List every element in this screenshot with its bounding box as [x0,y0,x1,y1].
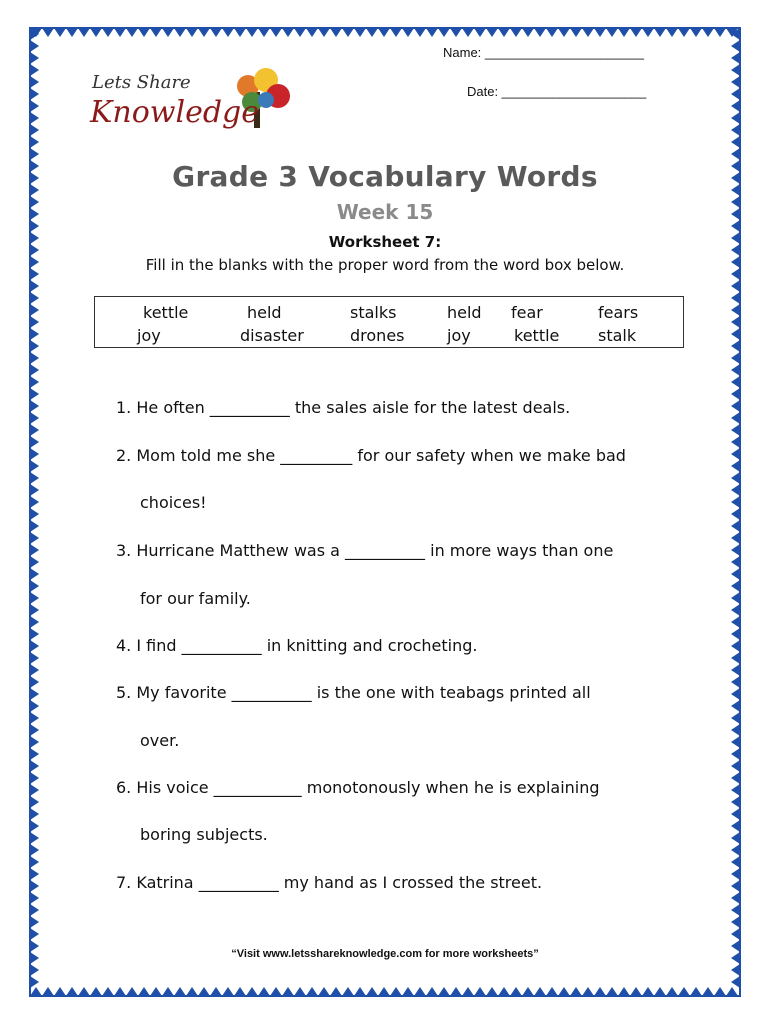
border-triangle [30,724,39,736]
border-triangle [30,640,39,652]
border-triangle [30,964,39,976]
border-triangle [731,916,740,928]
border-triangle [294,28,306,37]
border-triangle [354,987,366,996]
border-triangle [102,987,114,996]
word-box-word: stalks [350,303,397,322]
border-triangle [731,904,740,916]
border-triangle [642,28,654,37]
svg-text:Knowledge: Knowledge [90,95,259,130]
border-triangle [618,28,630,37]
border-triangle [30,340,39,352]
border-triangle [630,28,642,37]
border-triangle [30,88,39,100]
word-box-word: held [447,303,482,322]
border-triangle [731,568,740,580]
word-box-word: kettle [143,303,189,322]
border-triangle [731,628,740,640]
border-triangle [731,76,740,88]
date-field: Date: ____________________ [467,84,647,99]
border-triangle [606,987,618,996]
border-triangle [731,484,740,496]
border-triangle [270,987,282,996]
border-triangle [30,460,39,472]
border-triangle [702,987,714,996]
border-triangle [30,928,39,940]
border-triangle [731,712,740,724]
border-triangle [78,28,90,37]
border-triangle [731,40,740,52]
border-triangle [558,987,570,996]
border-triangle [90,987,102,996]
border-triangle [30,364,39,376]
border-triangle [731,304,740,316]
border-triangle [210,28,222,37]
border-triangle [731,100,740,112]
border-triangle [714,28,726,37]
question-5: 5. My favorite __________ is the one with teabags printed all [116,683,591,702]
border-triangle [30,520,39,532]
border-triangle [731,616,740,628]
border-triangle [162,987,174,996]
border-triangle [731,400,740,412]
border-triangle [30,376,39,388]
border-triangle [731,448,740,460]
border-triangle [731,280,740,292]
border-triangle [426,987,438,996]
border-triangle [731,928,740,940]
name-field: Name: ______________________ [443,45,644,60]
border-triangle [318,28,330,37]
border-triangle [731,88,740,100]
border-triangle [30,772,39,784]
week-label: Week 15 [336,200,434,224]
border-triangle [731,844,740,856]
border-triangle [690,28,702,37]
border-triangle [138,987,150,996]
border-triangle [486,987,498,996]
border-triangle [534,28,546,37]
border-triangle [294,987,306,996]
border-triangle [731,292,740,304]
border-triangle [30,328,39,340]
border-triangle [426,28,438,37]
border-triangle [731,52,740,64]
border-triangle [522,28,534,37]
border-triangle [731,520,740,532]
border-triangle [731,772,740,784]
border-triangle [198,987,210,996]
border-triangle [30,496,39,508]
question-2-continued: choices! [140,493,207,512]
border-triangle [366,28,378,37]
border-triangle [30,448,39,460]
border-triangle [731,436,740,448]
border-triangle [138,28,150,37]
border-triangle [150,987,162,996]
question-6-continued: boring subjects. [140,825,268,844]
border-triangle [30,124,39,136]
border-triangle [30,100,39,112]
border-triangle [546,28,558,37]
border-triangle [30,688,39,700]
border-triangle [222,987,234,996]
border-triangle [102,28,114,37]
border-triangle [450,28,462,37]
border-triangle [246,987,258,996]
border-triangle [30,880,39,892]
border-triangle [114,987,126,996]
border-triangle [30,52,39,64]
word-box-word: disaster [240,326,304,345]
border-triangle [126,987,138,996]
border-triangle [731,724,740,736]
border-triangle [570,987,582,996]
border-triangle [414,28,426,37]
border-triangle [462,28,474,37]
border-triangle [714,987,726,996]
border-triangle [402,28,414,37]
border-triangle [306,987,318,996]
border-triangle [30,592,39,604]
border-triangle [731,808,740,820]
border-triangle [30,652,39,664]
border-triangle [731,784,740,796]
border-triangle [30,424,39,436]
border-triangle [30,628,39,640]
border-triangle [378,28,390,37]
border-triangle [731,640,740,652]
border-triangle [66,987,78,996]
border-triangle [390,987,402,996]
border-triangle [731,472,740,484]
border-triangle [174,28,186,37]
border-triangle [30,544,39,556]
border-triangle [30,748,39,760]
question-7: 7. Katrina __________ my hand as I crossed the street. [116,873,543,892]
border-triangle [30,64,39,76]
border-triangle [731,796,740,808]
question-4: 4. I find __________ in knitting and crocheting. [116,636,478,655]
border-triangle [30,820,39,832]
border-triangle [30,508,39,520]
border-triangle [731,532,740,544]
border-triangle [731,880,740,892]
border-triangle [438,987,450,996]
border-triangle [30,760,39,772]
word-box-word: fear [511,303,543,322]
word-box-word: joy [137,326,161,345]
border-triangle [678,28,690,37]
border-triangle [582,28,594,37]
border-triangle [731,652,740,664]
border-triangle [731,148,740,160]
border-triangle [438,28,450,37]
border-triangle [354,28,366,37]
border-triangle [546,987,558,996]
question-3-continued: for our family. [140,589,251,608]
border-triangle [258,987,270,996]
footer-note: “Visit www.letsshareknowledge.com for more worksheets” [231,948,539,960]
border-triangle [731,376,740,388]
border-triangle [731,364,740,376]
border-triangle [731,508,740,520]
border-triangle [450,987,462,996]
border-triangle [498,987,510,996]
border-triangle [186,987,198,996]
border-triangle [30,580,39,592]
border-triangle [30,796,39,808]
word-box-word: stalk [598,326,637,345]
border-triangle [150,28,162,37]
border-triangle [731,868,740,880]
border-triangle [731,64,740,76]
border-triangle [731,328,740,340]
question-1: 1. He often __________ the sales aisle for the latest deals. [116,398,571,417]
border-triangle [498,28,510,37]
border-triangle [731,856,740,868]
border-triangle [282,28,294,37]
lets-share-knowledge-logo [88,58,308,148]
border-triangle [731,964,740,976]
question-3: 3. Hurricane Matthew was a __________ in more ways than one [116,541,614,560]
border-triangle [66,28,78,37]
border-triangle [731,556,740,568]
border-triangle [654,28,666,37]
border-triangle [42,987,54,996]
border-triangle [30,316,39,328]
border-triangle [474,987,486,996]
border-triangle [30,808,39,820]
border-triangle [618,987,630,996]
border-triangle [726,987,738,996]
border-triangle [594,28,606,37]
border-triangle [30,568,39,580]
border-triangle [342,987,354,996]
border-triangle [258,28,270,37]
border-triangle [731,580,740,592]
border-triangle [54,28,66,37]
border-triangle [731,496,740,508]
border-triangle [30,976,39,988]
border-triangle [534,987,546,996]
border-triangle [462,987,474,996]
border-triangle [690,987,702,996]
border-triangle [30,844,39,856]
question-6: 6. His voice ___________ monotonously when he is explaining [116,778,600,797]
border-triangle [486,28,498,37]
border-triangle [731,544,740,556]
border-triangle [678,987,690,996]
border-triangle [30,832,39,844]
border-triangle [402,987,414,996]
border-triangle [731,688,740,700]
border-triangle [330,28,342,37]
border-triangle [390,28,402,37]
border-triangle [510,28,522,37]
border-triangle [731,700,740,712]
word-box-word: fears [598,303,639,322]
border-triangle [30,604,39,616]
border-triangle [702,28,714,37]
border-triangle [30,436,39,448]
border-triangle [318,987,330,996]
border-triangle [30,904,39,916]
border-triangle [270,28,282,37]
border-triangle [731,460,740,472]
border-triangle [731,976,740,988]
border-triangle [731,424,740,436]
question-5-continued: over. [140,731,180,750]
border-triangle [30,664,39,676]
border-triangle [731,664,740,676]
border-triangle [30,40,39,52]
border-triangle [731,412,740,424]
border-triangle [126,28,138,37]
border-triangle [366,987,378,996]
border-triangle [306,28,318,37]
word-box-word: kettle [514,326,560,345]
border-triangle [30,388,39,400]
border-triangle [582,987,594,996]
border-triangle [198,28,210,37]
border-triangle [30,784,39,796]
border-triangle [30,556,39,568]
border-triangle [666,987,678,996]
instructions: Fill in the blanks with the proper word from the word box below. [145,256,625,274]
word-box [94,296,684,348]
border-triangle [630,987,642,996]
worksheet-label: Worksheet 7: [328,233,442,251]
border-triangle [30,472,39,484]
border-triangle [330,987,342,996]
border-triangle [30,892,39,904]
border-triangle [731,760,740,772]
border-triangle [731,748,740,760]
border-triangle [731,892,740,904]
border-triangle [731,112,740,124]
border-triangle [30,616,39,628]
border-triangle [30,700,39,712]
border-triangle [731,676,740,688]
border-triangle [731,340,740,352]
border-triangle [30,412,39,424]
border-triangle [30,676,39,688]
border-triangle [174,987,186,996]
border-triangle [114,28,126,37]
border-triangle [210,987,222,996]
border-triangle [30,400,39,412]
border-triangle [731,352,740,364]
border-triangle [606,28,618,37]
border-triangle [78,987,90,996]
border-triangle [30,736,39,748]
border-triangle [666,28,678,37]
border-triangle [234,987,246,996]
border-triangle [654,987,666,996]
border-triangle [246,28,258,37]
border-triangle [731,832,740,844]
border-triangle [731,388,740,400]
border-triangle [731,316,740,328]
svg-text:Lets Share: Lets Share [92,72,191,93]
question-2: 2. Mom told me she _________ for our safety when we make bad [116,446,626,465]
border-triangle [162,28,174,37]
border-triangle [30,484,39,496]
border-triangle [30,868,39,880]
border-triangle [30,987,42,996]
border-triangle [642,987,654,996]
border-triangle [731,592,740,604]
border-triangle [30,304,39,316]
border-triangle [30,532,39,544]
border-triangle [30,352,39,364]
border-triangle [474,28,486,37]
border-triangle [30,148,39,160]
border-triangle [30,916,39,928]
border-triangle [378,987,390,996]
border-triangle [594,987,606,996]
border-triangle [570,28,582,37]
border-triangle [731,820,740,832]
border-triangle [342,28,354,37]
border-triangle [186,28,198,37]
border-triangle [30,856,39,868]
border-triangle [30,292,39,304]
border-triangle [414,987,426,996]
border-triangle [510,987,522,996]
border-triangle [222,28,234,37]
border-triangle [30,112,39,124]
border-triangle [731,736,740,748]
border-triangle [30,136,39,148]
border-triangle [30,712,39,724]
border-triangle [731,124,740,136]
border-triangle [282,987,294,996]
border-triangle [42,28,54,37]
border-triangle [522,987,534,996]
word-box-word: joy [447,326,471,345]
border-triangle [90,28,102,37]
border-triangle [558,28,570,37]
border-triangle [30,280,39,292]
border-triangle [731,136,740,148]
border-triangle [234,28,246,37]
word-box-word: drones [350,326,405,345]
border-triangle [30,76,39,88]
word-box-word: held [247,303,282,322]
page-title: Grade 3 Vocabulary Words [172,160,598,193]
border-triangle [731,604,740,616]
border-triangle [54,987,66,996]
